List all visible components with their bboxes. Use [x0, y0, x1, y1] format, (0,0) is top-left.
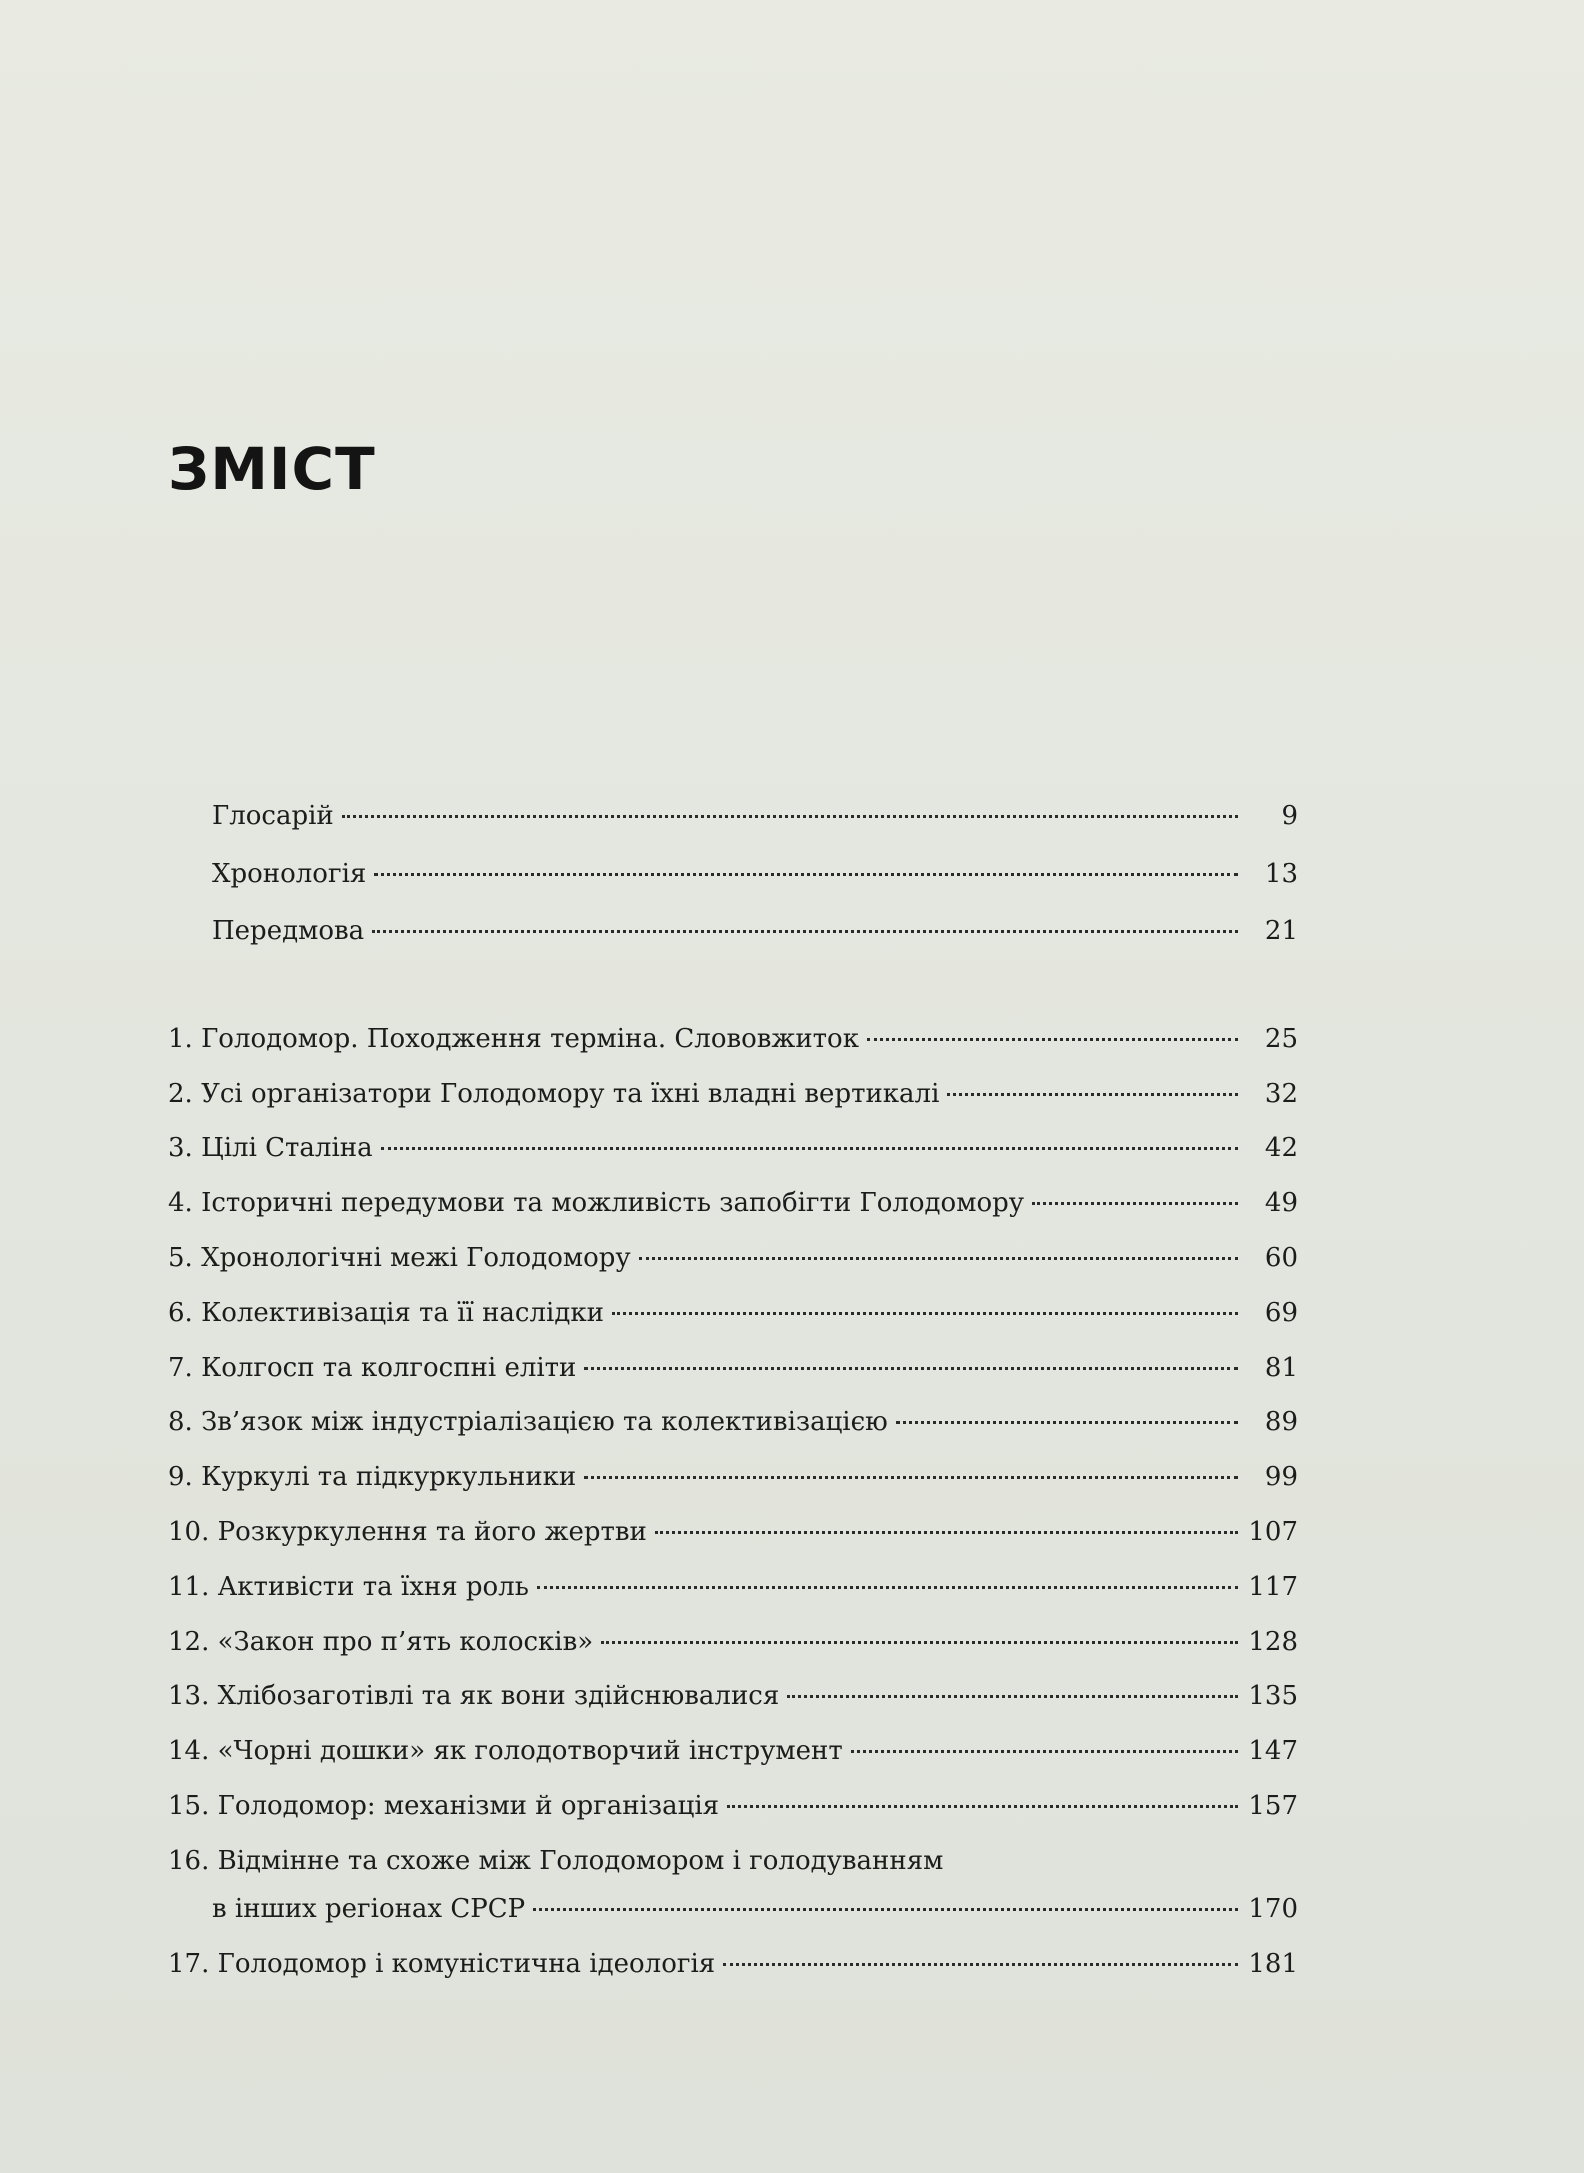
dot-leader — [723, 1963, 1238, 1966]
toc-page-number: 13 — [1264, 859, 1298, 889]
toc-entry-chapter-13[interactable] — [168, 1679, 1298, 1713]
toc-entry-label: 14. «Чорні дошки» як голодотворчий інструмент — [168, 1736, 843, 1766]
toc-entry-label: 7. Колгосп та колгоспні еліти — [168, 1353, 577, 1383]
toc-entry-chapter-9[interactable] — [168, 1460, 1298, 1494]
toc-entry-label: 17. Голодомор і комуністична ідеологія — [168, 1949, 716, 1979]
dot-leader — [342, 815, 1238, 818]
toc-entry-label: 15. Голодомор: механізми й організація — [168, 1791, 720, 1821]
toc-page-number: 81 — [1264, 1353, 1298, 1383]
toc-page-number: 32 — [1264, 1079, 1298, 1109]
toc-entry-chapter-3[interactable] — [168, 1131, 1298, 1165]
page-title: ЗМІСТ — [168, 435, 376, 503]
toc-page-number: 9 — [1281, 801, 1298, 831]
toc-entry-chapter-7[interactable] — [168, 1351, 1298, 1385]
dot-leader — [787, 1695, 1238, 1698]
toc-entry-chapter-15[interactable] — [168, 1789, 1298, 1823]
toc-entry-chapter-8[interactable] — [168, 1405, 1298, 1439]
toc-page-number: 21 — [1264, 916, 1298, 946]
toc-page-number: 107 — [1248, 1517, 1298, 1547]
toc-page-number: 89 — [1264, 1407, 1298, 1437]
dot-leader — [374, 873, 1238, 876]
dot-leader — [584, 1367, 1238, 1370]
dot-leader — [537, 1586, 1238, 1589]
toc-entry-label: Передмова — [212, 916, 365, 946]
dot-leader — [381, 1147, 1238, 1150]
dot-leader — [1032, 1202, 1238, 1205]
toc-entry-label: Хронологія — [212, 859, 367, 889]
dot-leader — [639, 1257, 1238, 1260]
toc-entry-label: 5. Хронологічні межі Голодомору — [168, 1243, 631, 1273]
toc-entry-label: 3. Цілі Сталіна — [168, 1133, 373, 1163]
toc-page-number: 128 — [1248, 1627, 1298, 1657]
toc-page-number: 181 — [1248, 1949, 1298, 1979]
toc-entry-foreword[interactable] — [212, 914, 1298, 948]
toc-entry-chapter-16[interactable] — [168, 1844, 1298, 1878]
toc-page-number: 99 — [1264, 1462, 1298, 1492]
dot-leader — [867, 1038, 1238, 1041]
toc-page-number: 117 — [1248, 1572, 1298, 1602]
dot-leader — [727, 1805, 1238, 1808]
toc-entry-chapter-14[interactable] — [168, 1734, 1298, 1768]
toc-entry-label: 6. Колективізація та її наслідки — [168, 1298, 604, 1328]
toc-page-number: 170 — [1248, 1894, 1298, 1924]
toc-entry-chapter-6[interactable] — [168, 1296, 1298, 1330]
dot-leader — [612, 1312, 1238, 1315]
dot-leader — [947, 1093, 1238, 1096]
toc-entry-label: 2. Усі організатори Голодомору та їхні владні вертикалі — [168, 1079, 940, 1109]
toc-entry-chronology[interactable] — [212, 857, 1298, 891]
toc-entry-label: 1. Голодомор. Походження терміна. Слововжиток — [168, 1024, 859, 1054]
dot-leader — [584, 1476, 1238, 1479]
toc-entry-label: 12. «Закон про п’ять колосків» — [168, 1627, 594, 1657]
toc-entry-chapter-11[interactable] — [168, 1570, 1298, 1604]
dot-leader — [533, 1908, 1238, 1911]
toc-entry-label-line2: в інших регіонах СРСР — [212, 1894, 526, 1924]
dot-leader — [896, 1421, 1238, 1424]
dot-leader — [372, 930, 1238, 933]
toc-entry-label: 11. Активісти та їхня роль — [168, 1572, 529, 1602]
dot-leader — [851, 1750, 1238, 1753]
toc-entry-chapter-2[interactable] — [168, 1077, 1298, 1111]
toc-entry-chapter-12[interactable] — [168, 1625, 1298, 1659]
toc-entry-label: 16. Відмінне та схоже між Голодомором і голодуванням — [168, 1846, 944, 1876]
toc-entry-label: 4. Історичні передумови та можливість запобігти Голодомору — [168, 1188, 1025, 1218]
toc-entry-chapter-5[interactable] — [168, 1241, 1298, 1275]
toc-page-number: 60 — [1264, 1243, 1298, 1273]
toc-entry-chapter-17[interactable] — [168, 1947, 1298, 1981]
dot-leader — [601, 1641, 1238, 1644]
toc-page-number: 49 — [1264, 1188, 1298, 1218]
toc-page-number: 157 — [1248, 1791, 1298, 1821]
toc-entry-chapter-16-continuation[interactable] — [212, 1892, 1298, 1926]
toc-page-number: 135 — [1248, 1681, 1298, 1711]
toc-entry-label: 10. Розкуркулення та його жертви — [168, 1517, 647, 1547]
toc-entry-chapter-4[interactable] — [168, 1186, 1298, 1220]
toc-entry-chapter-10[interactable] — [168, 1515, 1298, 1549]
toc-page-number: 42 — [1264, 1133, 1298, 1163]
toc-entry-label: 8. Зв’язок між індустріалізацією та колективізацією — [168, 1407, 888, 1437]
toc-entry-chapter-1[interactable] — [168, 1022, 1298, 1056]
toc-entry-label: Глосарій — [212, 801, 334, 831]
toc-page-number: 69 — [1264, 1298, 1298, 1328]
toc-entry-label: 13. Хлібозаготівлі та як вони здійснювалися — [168, 1681, 780, 1711]
toc-entry-glossary[interactable] — [212, 799, 1298, 833]
dot-leader — [655, 1531, 1238, 1534]
toc-entry-label: 9. Куркулі та підкуркульники — [168, 1462, 577, 1492]
toc-page-number: 25 — [1264, 1024, 1298, 1054]
toc-page-number: 147 — [1248, 1736, 1298, 1766]
